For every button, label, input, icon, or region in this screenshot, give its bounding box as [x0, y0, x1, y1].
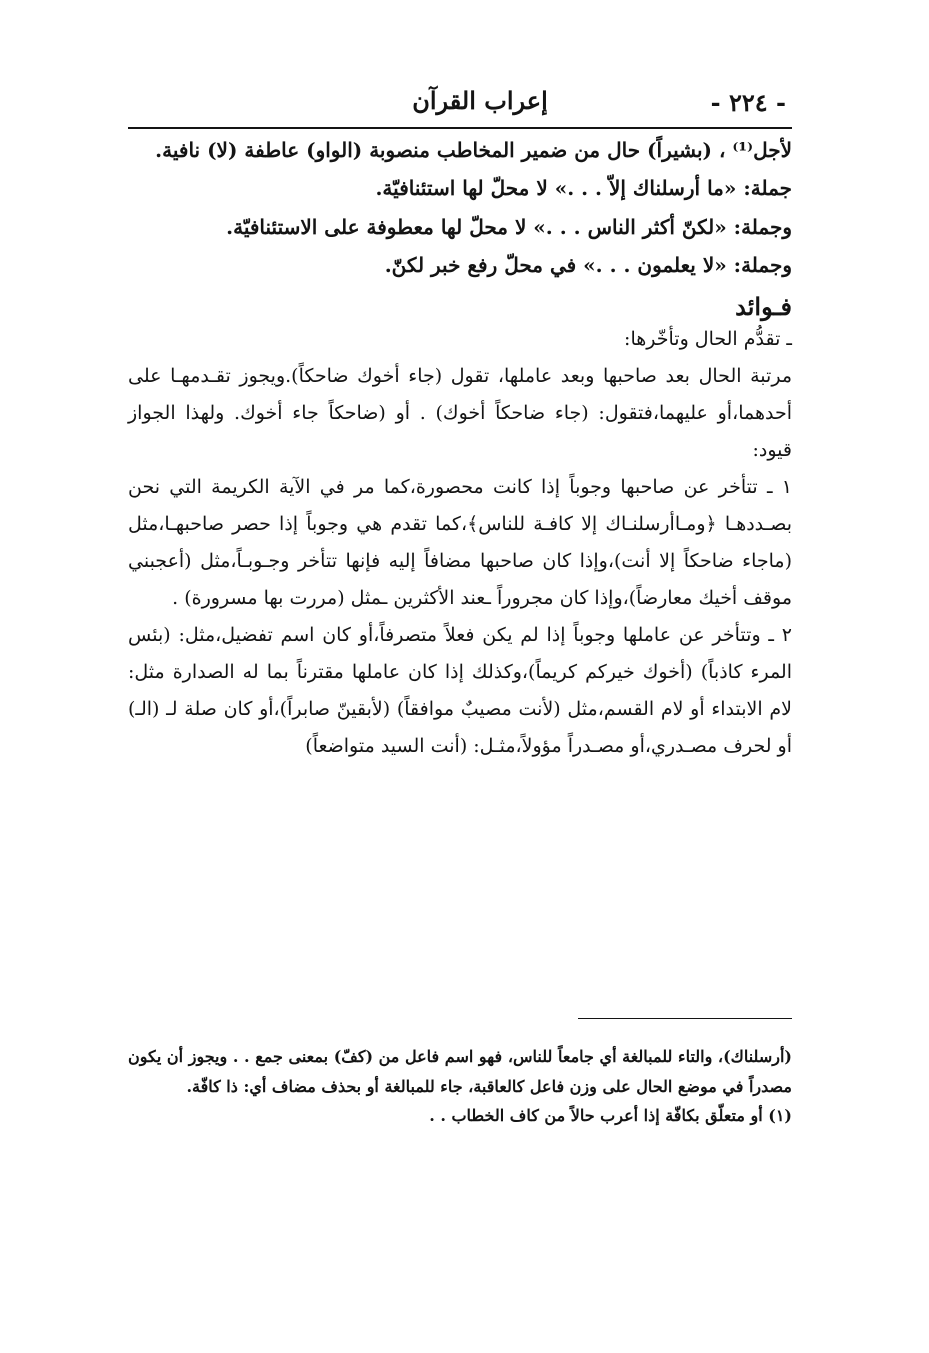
- grammar-line-2: جملة: «ما أرسلناك إلاّ . . .» لا محلّ لها استئنافيّة.: [375, 176, 792, 201]
- header-divider: [128, 127, 792, 129]
- footnotes: [128, 1042, 792, 1131]
- paragraph-rule-1: ١ ـ تتأخر عن صاحبها وجوباً إذا كانت محصورة،كما مر في الآية الكريمة التي نحن بصـددهـا ﴿ومـاأرسلنـاك إلا كافـة للناس﴾،كما تقدم هي وجوباً إذا حصر صاحبهـا،مثل (ماجاء ضاحكاً إلا أنت)،وإذا كان صاحبها مضافاً إليه فإنها تتأخر وجـوبـاً،مثل (أعجبني موقف أخيك معارضاً)،وإذا كان مجروراً ـعند الأكثرين ـمثل (مررت بها مسرورة) .: [128, 475, 792, 609]
- section-title: فـوائد: [735, 291, 792, 321]
- footnote-1: (١) أو متعلّق بكافّة إذا أعرب حالاً من كاف الخطاب . .: [429, 1106, 792, 1126]
- grammar-line-4: وجملة: «لا يعلمون . . .» في محلّ رفع خبر لكنّ.: [384, 253, 792, 278]
- page-number: - ٢٢٤ -: [710, 88, 786, 117]
- footnote-divider: [578, 1018, 792, 1019]
- footnote-continuation: (أرسلناك)، والتاء للمبالغة أي جامعاً للناس، فهو اسم فاعل من (كفّ) بمعنى جمع . . ويجوز أن يكون مصدراً في موضع الحال على وزن فاعل كالعاقبة، جاء للمبالغة أو بحذف مضاف أي: ذا كافّة.: [128, 1047, 793, 1096]
- grammar-line-1: لأجل⁽¹⁾ ، (بشيراً) حال من ضمير المخاطب منصوبة (الواو) عاطفة (لا) نافية.: [155, 138, 792, 162]
- paragraph-intro: مرتبة الحال بعد صاحبها وبعد عاملها، تقول (جاء أخوك ضاحكاً).ويجوز تقـدمهـا على أحدهما،أو عليهما،فتقول: (جاء ضاحكاً أخوك) . أو (ضاحكاً جاء أخوك. ولهذا الجواز قيود:: [128, 364, 792, 461]
- subheading: ـ تقدُّم الحال وتأخّرها:: [624, 327, 792, 350]
- main-text: [128, 136, 792, 765]
- page-header: [128, 82, 792, 126]
- grammar-line-3: وجملة: «لكنّ أكثر الناس . . .» لا محلّ لها معطوفة على الاستئنافيّة.: [226, 214, 792, 239]
- page-title: إعراب القرآن: [412, 86, 548, 115]
- paragraph-rule-2: ٢ ـ وتتأخر عن عاملها وجوباً إذا لم يكن فعلاً متصرفاً،أو كان اسم تفضيل،مثل: (بئس المرء كاذباً) (أخوك خيركم كريماً)،وكذلك إذا كان عاملها مقترناً بما له الصدارة مثل: لام الابتداء أو لام القسم،مثل (لأنت مصيبٌ موافقاً) (لأبقينّ صابراً)،أو كان صلة لـ (الـ) أو لحرف مصـدري،أو مصـدراً مؤولاً،مثـل: (أنت السيد متواضعاً): [128, 623, 792, 758]
